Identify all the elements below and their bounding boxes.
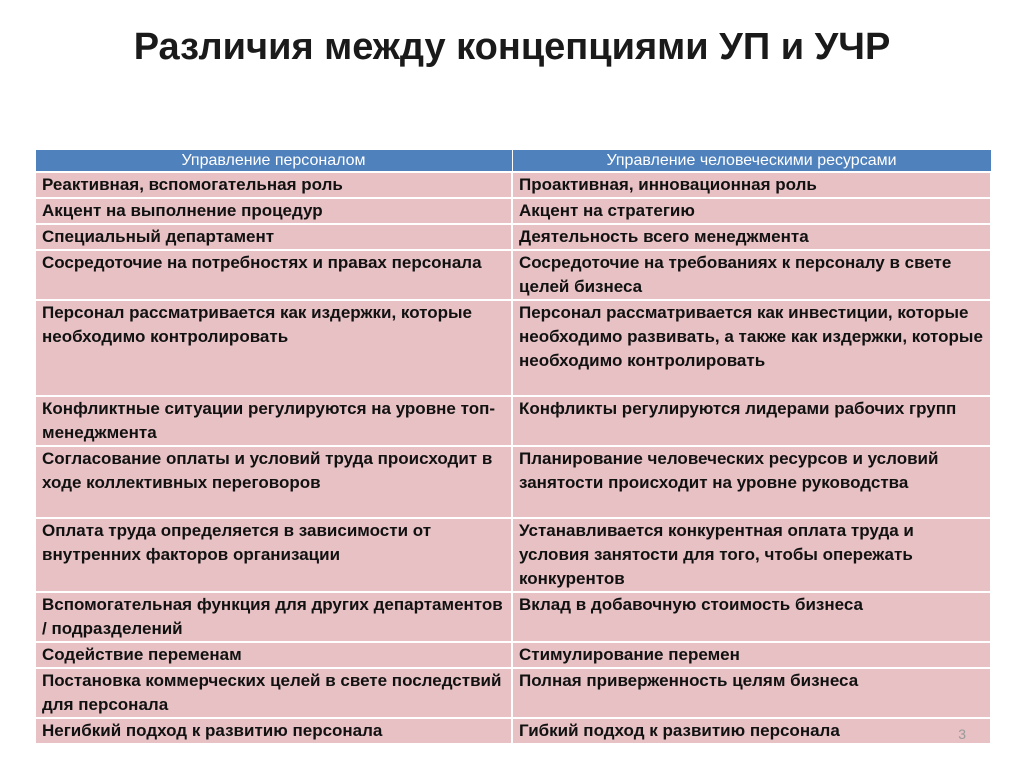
header-personnel-management: Управление персоналом [35,150,512,173]
table-row [35,518,991,592]
table-row [35,642,991,668]
header-human-resource-management: Управление человеческими ресурсами [512,150,991,173]
table-row [35,446,991,518]
table-row [35,396,991,446]
cell-hrm: Планирование человеческих ресурсов и условий занятости происходит на уровне руководства [512,446,991,518]
table-row [35,198,991,224]
cell-hrm: Деятельность всего менеджмента [512,224,991,250]
cell-hrm: Полная приверженность целям бизнеса [512,668,991,718]
cell-hrm: Устанавливается конкурентная оплата труда и условия занятости для того, чтобы опережать конкурентов [512,518,991,592]
cell-personnel: Вспомогательная функция для других департаментов / подразделений [35,592,512,642]
table-row [35,668,991,718]
cell-personnel: Акцент на выполнение процедур [35,198,512,224]
table-row [35,300,991,396]
cell-personnel: Персонал рассматривается как издержки, которые необходимо контролировать [35,300,512,396]
table-row [35,172,991,198]
table-row [35,718,991,744]
table-row [35,250,991,300]
cell-personnel: Содействие переменам [35,642,512,668]
cell-personnel: Специальный департамент [35,224,512,250]
cell-hrm: Персонал рассматривается как инвестиции, которые необходимо развивать, а также как издержки, которые необходимо контролировать [512,300,991,396]
cell-personnel: Конфликтные ситуации регулируются на уровне топ-менеджмента [35,396,512,446]
cell-personnel: Оплата труда определяется в зависимости от внутренних факторов организации [35,518,512,592]
page-number: 3 [958,726,966,742]
table-header-row [35,150,991,173]
cell-hrm: Конфликты регулируются лидерами рабочих групп [512,396,991,446]
table-row [35,592,991,642]
cell-personnel: Согласование оплаты и условий труда происходит в ходе коллективных переговоров [35,446,512,518]
cell-hrm: Сосредоточие на требованиях к персоналу в свете целей бизнеса [512,250,991,300]
cell-hrm: Вклад в добавочную стоимость бизнеса [512,592,991,642]
cell-hrm: Проактивная, инновационная роль [512,172,991,198]
cell-hrm: Гибкий подход к развитию персонала [512,718,991,744]
cell-hrm: Стимулирование перемен [512,642,991,668]
slide-title: Различия между концепциями УП и УЧР [133,26,891,68]
cell-personnel: Негибкий подход к развитию персонала [35,718,512,744]
cell-hrm: Акцент на стратегию [512,198,991,224]
table-row [35,224,991,250]
comparison-table [34,149,992,745]
cell-personnel: Реактивная, вспомогательная роль [35,172,512,198]
cell-personnel: Постановка коммерческих целей в свете последствий для персонала [35,668,512,718]
cell-personnel: Сосредоточие на потребностях и правах персонала [35,250,512,300]
